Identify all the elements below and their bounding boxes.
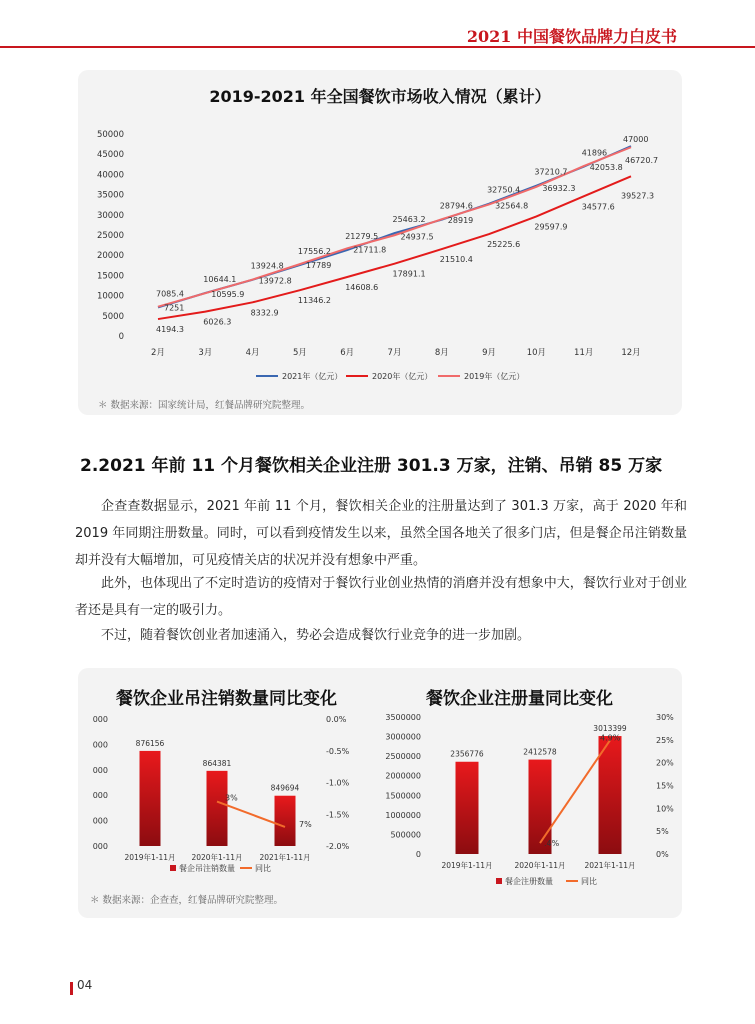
right-axis-tick: 25% xyxy=(656,735,674,745)
right-axis-tick: 0.0% xyxy=(326,715,347,724)
enterprise-charts-card xyxy=(78,668,682,918)
x-category-label: 2019年1-11月 xyxy=(441,861,493,870)
enterprise-combo-charts xyxy=(78,668,682,918)
paragraph-3: 不过，随着餐饮创业者加速涌入，势必会造成餐饮行业竞争的进一步加剧。 xyxy=(101,628,531,643)
legend-label: 2019年（亿元） xyxy=(464,372,525,381)
legend-bar-swatch xyxy=(496,878,502,884)
y-tick-label: 25000 xyxy=(96,231,124,241)
value-label: 7085.4 xyxy=(156,289,184,299)
value-label: 4194.3 xyxy=(156,325,184,335)
y-tick-label: 30000 xyxy=(96,210,124,221)
y-tick-label: 35000 xyxy=(96,190,124,201)
y-tick-label: 45000 xyxy=(96,150,124,161)
right-axis-tick: 30% xyxy=(656,713,674,722)
value-label: 25463.2 xyxy=(392,215,426,225)
right-axis-tick: -1.0% xyxy=(326,778,350,788)
x-tick-label: 10月 xyxy=(526,348,547,358)
x-tick-label: 7月 xyxy=(387,348,402,358)
registration-chart-title: 餐饮企业注册量同比变化 xyxy=(426,689,613,709)
legend-label: 2020年（亿元） xyxy=(372,372,433,381)
legend-line-label: 同比 xyxy=(255,864,271,873)
left-axis-tick: 2000000 xyxy=(385,771,421,781)
y-tick-label: 15000 xyxy=(96,271,124,282)
right-axis-tick: -1.5% xyxy=(326,810,350,820)
value-label: 47000 xyxy=(623,135,649,145)
value-label: 29597.9 xyxy=(534,222,568,232)
x-tick-label: 11月 xyxy=(574,348,594,358)
value-label: 42053.8 xyxy=(589,163,623,173)
value-label: 10644.1 xyxy=(203,274,237,284)
y-tick-label: 40000 xyxy=(96,170,124,181)
bar-value-label: 2356776 xyxy=(450,749,484,759)
x-category-label: 2020年1-11月 xyxy=(191,853,243,862)
x-category-label: 2019年1-11月 xyxy=(124,853,176,862)
header-title: 2021 中国餐饮品牌力白皮书 xyxy=(466,27,677,46)
x-tick-label: 8月 xyxy=(434,348,449,358)
x-tick-label: 3月 xyxy=(198,348,213,358)
right-axis-tick: -2.0% xyxy=(326,842,350,851)
bar-value-label: 849694 xyxy=(270,783,300,793)
value-label: 41896 xyxy=(581,148,608,158)
revenue-chart-card xyxy=(78,70,682,415)
right-axis-tick: 10% xyxy=(656,804,674,814)
bar xyxy=(456,762,479,854)
x-tick-label: 12月 xyxy=(621,348,641,358)
left-axis-tick: 3000000 xyxy=(385,732,421,742)
revenue-chart-title: 2019-2021 年全国餐饮市场收入情况（累计） xyxy=(209,87,551,106)
left-axis-tick: 000 xyxy=(92,715,108,724)
value-label: 17891.1 xyxy=(392,269,426,279)
value-label: 14608.6 xyxy=(345,282,379,292)
right-axis-tick: 15% xyxy=(656,781,674,791)
left-axis-tick: 000 xyxy=(92,842,108,851)
value-label: 17789 xyxy=(305,261,332,271)
left-axis-tick: 0 xyxy=(415,850,421,859)
right-axis-tick: 20% xyxy=(656,758,674,768)
left-axis-tick: 500000 xyxy=(390,830,421,840)
yoy-label: 4.9% xyxy=(600,733,621,743)
yoy-label: .4% xyxy=(544,839,560,849)
value-label: 24937.5 xyxy=(400,232,434,242)
x-tick-label: 6月 xyxy=(340,348,355,358)
y-tick-label: 10000 xyxy=(96,291,124,302)
legend-bar-label: 餐企吊注销数量 xyxy=(179,864,235,873)
left-axis-tick: 2500000 xyxy=(385,752,421,762)
value-label: 32750.4 xyxy=(487,185,521,195)
left-axis-tick: 000 xyxy=(92,791,108,801)
value-label: 17556.2 xyxy=(297,247,331,257)
value-label: 7251 xyxy=(164,303,185,313)
left-axis-tick: 1000000 xyxy=(385,810,421,820)
x-tick-label: 9月 xyxy=(482,348,497,358)
legend-label: 2021年（亿元） xyxy=(282,372,343,381)
page-number-marker xyxy=(70,982,73,995)
bar-value-label: 876156 xyxy=(135,738,165,748)
value-label: 6026.3 xyxy=(203,317,232,327)
value-label: 28794.6 xyxy=(439,201,473,211)
revenue-line-chart xyxy=(78,70,682,390)
legend-bar-label: 餐企注册数量 xyxy=(505,877,553,886)
right-axis-tick: 5% xyxy=(656,827,669,837)
value-label: 11346.2 xyxy=(297,296,331,306)
left-axis-tick: 000 xyxy=(92,816,108,826)
paragraph-1: 企查查数据显示，2021 年前 11 个月，餐饮相关企业的注册量达到了 301.3 万家，高于 2020 年和 2019 年同期注册数量。同时，可以看到疫情发生以来，虽然全国各地关了很多门店，但是餐企吊注销数量却并没有大幅增加，可见疫情关店的状况并没有想象中严重。 xyxy=(75,499,687,568)
value-label: 39527.3 xyxy=(621,191,655,201)
x-tick-label: 2月 xyxy=(151,348,165,358)
y-tick-label: 5000 xyxy=(102,311,124,322)
legend-line-label: 同比 xyxy=(581,877,597,886)
yoy-label: 7% xyxy=(299,819,312,829)
value-label: 28919 xyxy=(447,216,474,226)
yoy-label: 3% xyxy=(225,793,238,803)
y-tick-label: 0 xyxy=(118,332,124,342)
left-axis-tick: 000 xyxy=(92,765,108,775)
cancel-chart-title: 餐饮企业吊注销数量同比变化 xyxy=(116,689,337,709)
header-rule xyxy=(0,46,755,48)
bar xyxy=(275,796,296,846)
x-category-label: 2021年1-11月 xyxy=(259,853,311,862)
bar-value-label: 3013399 xyxy=(593,724,627,734)
value-label: 21510.4 xyxy=(439,255,473,265)
left-axis-tick: 1500000 xyxy=(385,791,421,801)
section-heading: 2.2021 年前 11 个月餐饮相关企业注册 301.3 万家，注销、吊销 85 万家 xyxy=(80,456,663,476)
left-axis-tick: 000 xyxy=(92,740,108,750)
value-label: 25225.6 xyxy=(487,240,521,250)
value-label: 46720.7 xyxy=(625,156,659,166)
value-label: 13972.8 xyxy=(258,276,292,286)
y-tick-label: 50000 xyxy=(96,130,124,140)
x-category-label: 2021年1-11月 xyxy=(584,861,636,870)
legend-bar-swatch xyxy=(170,865,176,871)
value-label: 21711.8 xyxy=(353,245,387,255)
x-tick-label: 5月 xyxy=(292,348,307,358)
x-category-label: 2020年1-11月 xyxy=(514,861,566,870)
value-label: 8332.9 xyxy=(250,308,279,318)
value-label: 10595.9 xyxy=(211,290,245,300)
value-label: 36932.3 xyxy=(542,183,576,193)
bar xyxy=(207,771,228,846)
x-tick-label: 4月 xyxy=(245,348,260,358)
right-axis-tick: 0% xyxy=(656,850,669,859)
value-label: 32564.8 xyxy=(495,201,529,211)
right-axis-tick: -0.5% xyxy=(326,746,350,756)
left-axis-tick: 3500000 xyxy=(385,713,421,722)
paragraph-2: 此外，也体现出了不定时造访的疫情对于餐饮行业创业热情的消磨并没有想象中大，餐饮行业对于创业者还是具有一定的吸引力。 xyxy=(75,576,687,618)
value-label: 37210.7 xyxy=(534,167,568,177)
bar-value-label: 2412578 xyxy=(523,747,557,757)
source-note-top: ＊ 数据来源：国家统计局，红餐品牌研究院整理。 xyxy=(98,400,311,411)
y-tick-label: 20000 xyxy=(96,251,124,262)
bar xyxy=(140,751,161,846)
value-label: 34577.6 xyxy=(581,202,615,212)
page-number: 04 xyxy=(77,978,93,992)
source-note-bottom: ＊ 数据来源：企查查，红餐品牌研究院整理。 xyxy=(90,895,284,906)
bar-value-label: 864381 xyxy=(202,758,232,768)
value-label: 21279.5 xyxy=(345,232,379,242)
value-label: 13924.8 xyxy=(250,261,284,271)
